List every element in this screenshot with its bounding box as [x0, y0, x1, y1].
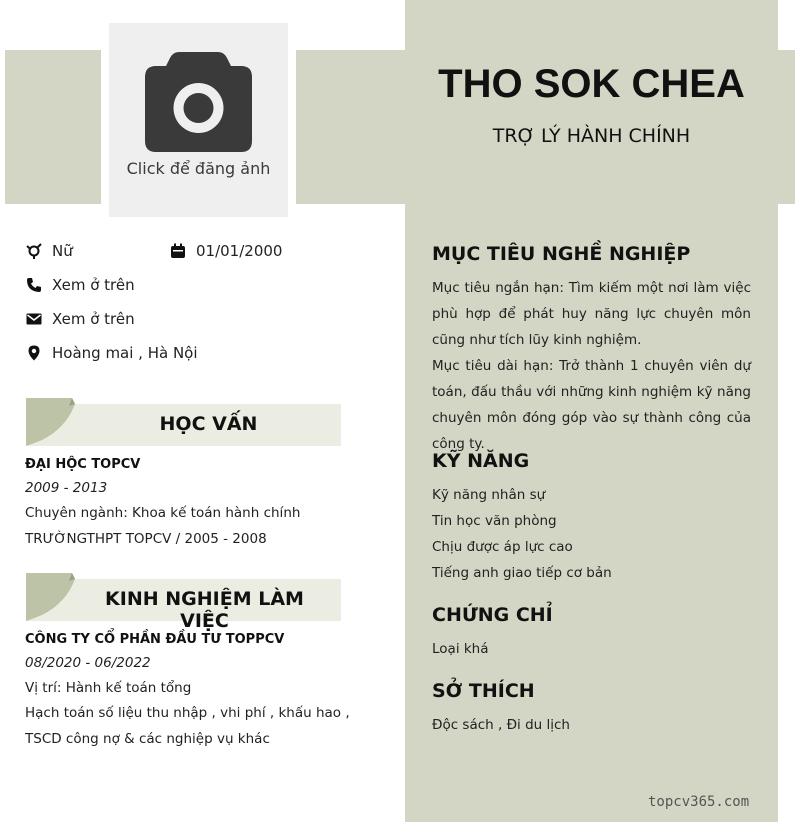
education-high-school: TRƯỜNGTHPT TOPCV / 2005 - 2008 [25, 531, 267, 547]
dob-row [170, 242, 282, 260]
education-major: Chuyên ngành: Khoa kế toán hành chính [25, 505, 301, 521]
education-section-header [26, 398, 341, 446]
skill-item: Chịu được áp lực cao [432, 539, 573, 555]
skills-heading: KỸ NĂNG [432, 450, 530, 472]
gender-row [26, 242, 73, 260]
skill-item: Tin học văn phòng [432, 513, 557, 529]
certificates-heading: CHỨNG CHỈ [432, 604, 553, 626]
objective-heading: MỤC TIÊU NGHỀ NGHIỆP [432, 243, 691, 265]
gender-icon [26, 243, 42, 259]
map-pin-icon [26, 345, 42, 361]
education-school: ĐẠI HỘC TOPCV [25, 457, 141, 472]
experience-period: 08/2020 - 06/2022 [25, 655, 151, 671]
phone-row [26, 276, 135, 294]
email-row [26, 310, 135, 328]
photo-upload-button[interactable] [109, 23, 288, 217]
experience-position: Vị trí: Hành kế toán tổng [25, 680, 192, 696]
dob-value: 01/01/2000 [196, 242, 283, 260]
phone-value: Xem ở trên [52, 276, 135, 294]
address-value: Hoàng mai , Hà Nội [52, 344, 198, 362]
experience-description: Hạch toán số liệu thu nhập , vhi phí , khấu hao , TSCD công nợ & các nghiệp vụ khác [25, 705, 350, 747]
certificate-item: Loại khá [432, 641, 489, 657]
education-period: 2009 - 2013 [25, 480, 108, 496]
experience-heading: KINH NGHIỆM LÀM VIỆC [105, 588, 304, 632]
hobbies-text: Độc sách , Đi du lịch [432, 717, 570, 733]
hobbies-heading: SỞ THÍCH [432, 680, 535, 702]
skill-item: Tiếng anh giao tiếp cơ bản [432, 565, 612, 581]
address-row [26, 344, 198, 362]
photo-upload-label: Click để đăng ảnh [126, 159, 271, 178]
header-band-middle [296, 50, 405, 204]
phone-icon [26, 277, 42, 293]
experience-company: CÔNG TY CỔ PHẦN ĐẦU TƯ TOPPCV [25, 632, 285, 647]
header-band-left [5, 50, 101, 204]
email-value: Xem ở trên [52, 310, 135, 328]
envelope-icon [26, 311, 42, 327]
objective-long-term: Mục tiêu dài hạn: Trở thành 1 chuyên viên dự toán, đấu thầu với những kinh nghiệm kỹ năng chuyên môn đóng góp vào sự thành công của công ty. [432, 358, 751, 452]
job-title: TRỢ LÝ HÀNH CHÍNH [492, 125, 691, 147]
gender-value: Nữ [52, 242, 73, 260]
education-heading: HỌC VẤN [159, 413, 258, 435]
experience-section-header [26, 573, 341, 632]
brand-watermark: topcv365.com [648, 794, 750, 810]
calendar-icon [170, 243, 186, 259]
objective-short-term: Mục tiêu ngắn hạn: Tìm kiếm một nơi làm việc phù hợp để phát huy năng lực chuyên môn cũng như tích lũy kinh nghiệm. [432, 280, 751, 348]
corner-flag-decoration [26, 573, 76, 621]
header-band-right [778, 50, 795, 204]
skill-item: Kỹ năng nhân sự [432, 487, 546, 503]
corner-flag-decoration [26, 398, 76, 446]
candidate-name: THO SOK CHEA [438, 62, 745, 106]
camera-icon [145, 52, 252, 152]
